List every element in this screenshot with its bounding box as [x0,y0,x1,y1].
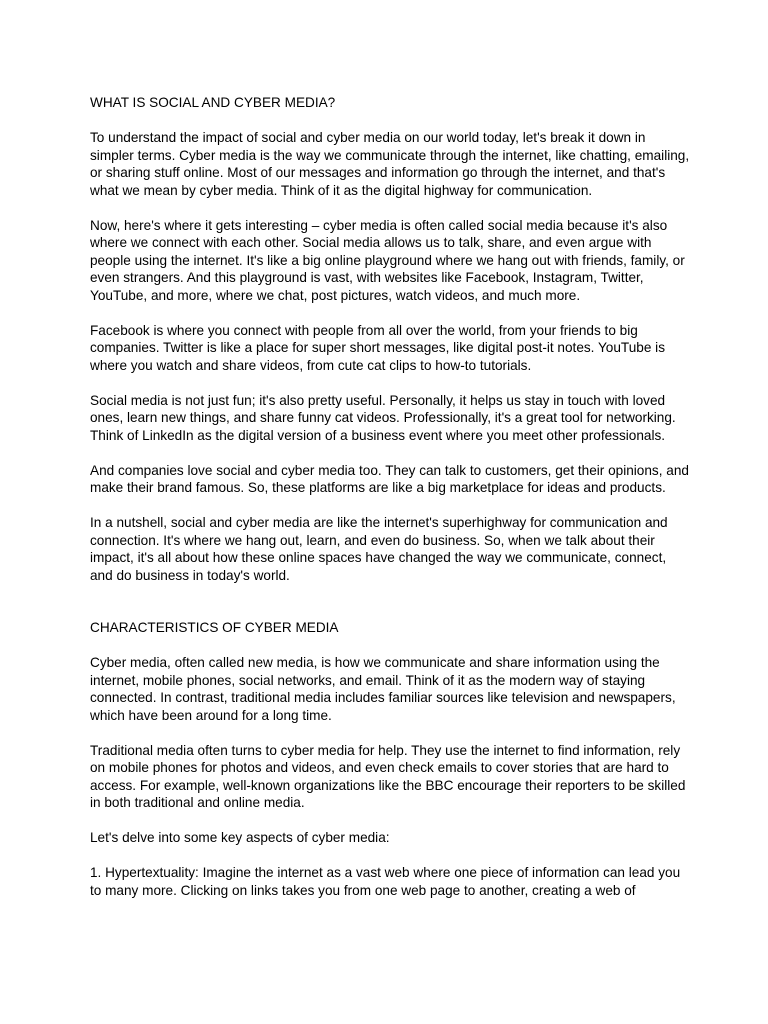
list-item-hypertextuality: 1. Hypertextuality: Imagine the internet as a vast web where one piece of information can lead you to many more. Clicking on links takes you from one web page to another, creating a web of [90,865,681,898]
section-heading-social-cyber-media: WHAT IS SOCIAL AND CYBER MEDIA? [90,95,336,110]
paragraph: Social media is not just fun; it's also pretty useful. Personally, it helps us stay in touch with loved ones, learn new things, and share funny cat videos. Professionally, it's a great tool for networking. Think of LinkedIn as the digital version of a business event where you meet other professionals. [90,392,676,443]
document-page [90,94,690,899]
paragraph: Facebook is where you connect with people from all over the world, from your friends to big companies. Twitter is like a place for super short messages, like digital post-it notes. YouTube is where you watch and share videos, from cute cat clips to how-to tutorials. [90,322,665,373]
paragraph: Cyber media, often called new media, is how we communicate and share information using the internet, mobile phones, social networks, and email. Think of it as the modern way of staying connected. In contrast, traditional media includes familiar sources like television and newspapers, which have been around for a long time. [90,655,676,723]
paragraph: Traditional media often turns to cyber media for help. They use the internet to find information, rely on mobile phones for photos and videos, and even check emails to cover stories that are hard to access. For example, well-known organizations like the BBC encourage their reporters to be skilled in both traditional and online media. [90,742,686,810]
paragraph: Let's delve into some key aspects of cyber media: [90,830,390,845]
paragraph: Now, here's where it gets interesting – cyber media is often called social media because it's also where we connect with each other. Social media allows us to talk, share, and even argue with people using the internet. It's like a big online playground where we hang out with friends, family, or even strangers. And this playground is vast, with websites like Facebook, Instagram, Twitter, YouTube, and more, where we chat, post pictures, watch videos, and much more. [90,217,685,303]
paragraph: And companies love social and cyber media too. They can talk to customers, get their opinions, and make their brand famous. So, these platforms are like a big marketplace for ideas and products. [90,462,689,495]
paragraph: In a nutshell, social and cyber media are like the internet's superhighway for communication and connection. It's where we hang out, learn, and even do business. So, when we talk about their impact, it's all about how these online spaces have changed the way we communicate, connect, and do business in today's world. [90,515,668,583]
paragraph: To understand the impact of social and cyber media on our world today, let's break it down in simpler terms. Cyber media is the way we communicate through the internet, like chatting, emailing, or sharing stuff online. Most of our messages and information go through the internet, and that's what we mean by cyber media. Think of it as the digital highway for communication. [90,130,690,198]
section-heading-characteristics: CHARACTERISTICS OF CYBER MEDIA [90,620,339,635]
